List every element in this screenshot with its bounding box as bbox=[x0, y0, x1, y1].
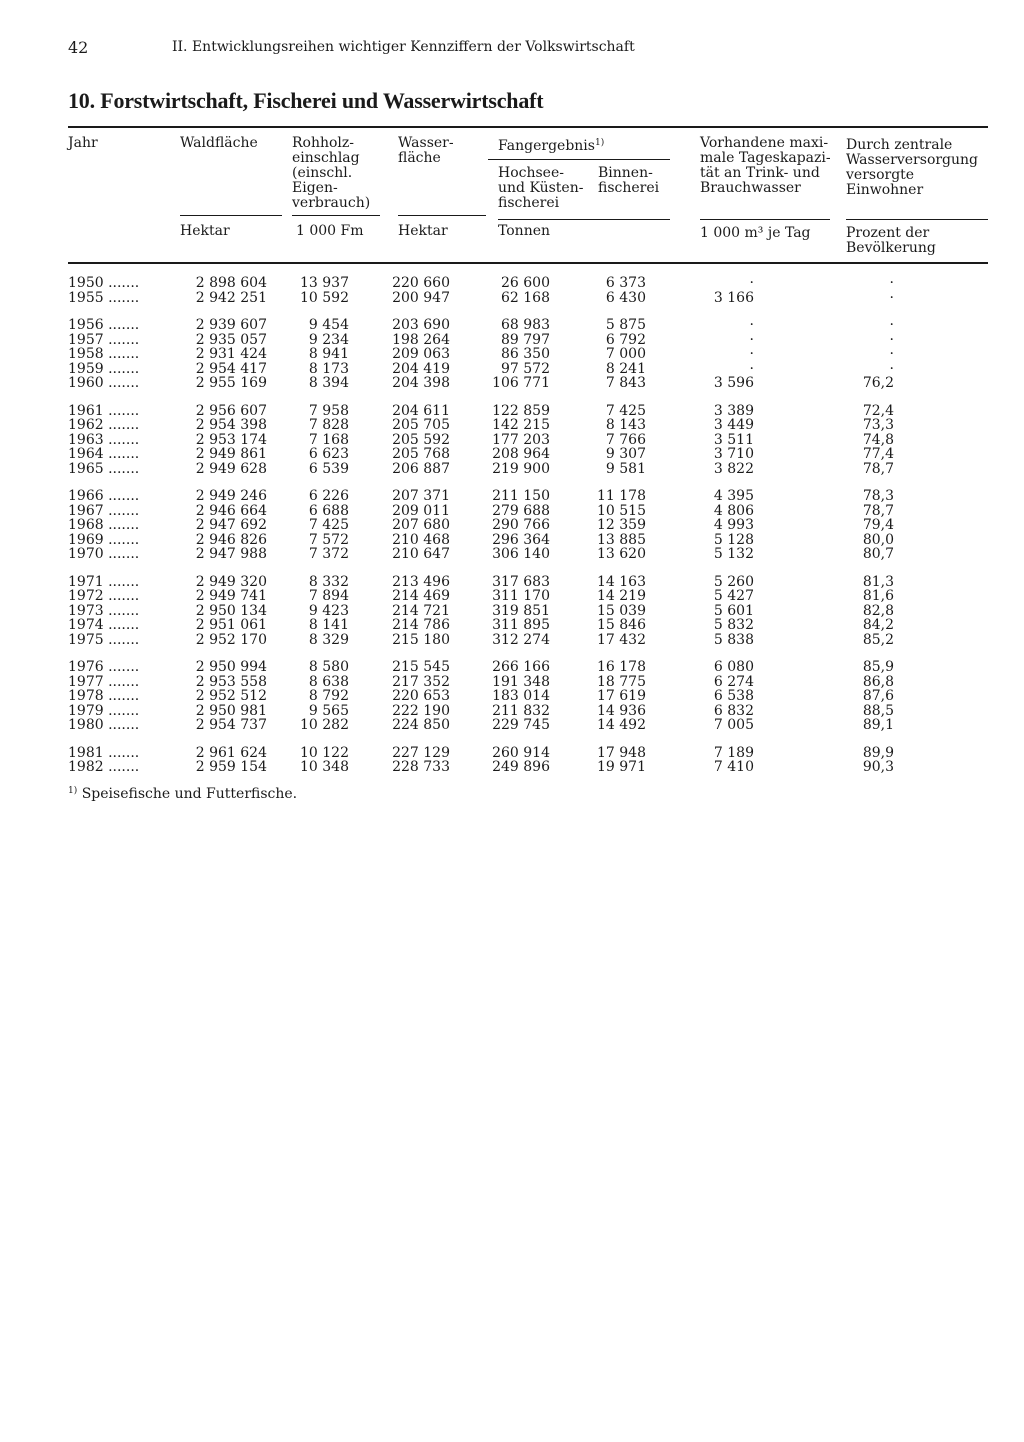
cell-binn: 6 792 bbox=[605, 331, 646, 348]
unit-rule-kap bbox=[700, 219, 830, 220]
cell-binn: 12 359 bbox=[597, 517, 646, 533]
cell-roh: 10 122 bbox=[300, 744, 349, 761]
col-header-fangergebnis bbox=[498, 136, 604, 154]
footnote-marker: 1) bbox=[68, 786, 78, 796]
table-row bbox=[68, 504, 988, 519]
cell-binn: 6 373 bbox=[605, 275, 646, 291]
cell-hoch: 26 600 bbox=[501, 275, 550, 291]
cell-wald: 2 898 604 bbox=[195, 275, 267, 291]
cell-binn: 17 432 bbox=[597, 631, 646, 648]
cell-roh: 7 372 bbox=[308, 546, 349, 562]
cell-roh: 9 423 bbox=[308, 602, 349, 619]
cell-kap: 4 806 bbox=[713, 502, 754, 519]
cell-was: 217 352 bbox=[392, 673, 450, 690]
cell-was: 204 398 bbox=[392, 375, 450, 391]
cell-roh: 8 941 bbox=[308, 346, 349, 362]
table-row bbox=[68, 604, 988, 619]
cell-was: 205 768 bbox=[392, 446, 450, 462]
page-number: 42 bbox=[68, 38, 89, 57]
cell-jahr: 1958 ....... bbox=[68, 346, 140, 362]
cell-proz: 85,2 bbox=[862, 631, 894, 648]
cell-kap: · bbox=[749, 317, 754, 333]
cell-jahr: 1956 ....... bbox=[68, 317, 140, 333]
cell-kap: 4 993 bbox=[713, 517, 754, 533]
cell-roh: 7 425 bbox=[308, 517, 349, 533]
cell-proz: 80,0 bbox=[862, 531, 894, 548]
cell-roh: 6 226 bbox=[308, 488, 349, 504]
cell-binn: 7 843 bbox=[605, 375, 646, 391]
cell-was: 206 887 bbox=[392, 460, 450, 477]
cell-hoch: 311 170 bbox=[492, 588, 550, 604]
cell-wald: 2 935 057 bbox=[195, 331, 267, 348]
cell-hoch: 177 203 bbox=[492, 431, 550, 448]
cell-binn: 13 885 bbox=[597, 531, 646, 548]
cell-binn: 15 846 bbox=[597, 617, 646, 633]
unit-tonnen: Tonnen bbox=[498, 223, 551, 239]
cell-proz: 79,4 bbox=[862, 517, 894, 533]
running-title: II. Entwicklungsreihen wichtiger Kennziffern der Volkswirtschaft bbox=[172, 39, 635, 55]
cell-hoch: 249 896 bbox=[492, 759, 550, 775]
table-row bbox=[68, 675, 988, 690]
cell-binn: 17 619 bbox=[597, 688, 646, 704]
cell-hoch: 122 859 bbox=[492, 402, 550, 419]
cell-wald: 2 949 628 bbox=[195, 460, 267, 477]
cell-binn: 9 307 bbox=[605, 446, 646, 462]
table-row bbox=[68, 575, 988, 590]
cell-jahr: 1973 ....... bbox=[68, 602, 140, 619]
col-header-hochsee: Hochsee- und Küsten- fischerei bbox=[498, 165, 584, 211]
cell-proz: · bbox=[889, 346, 894, 362]
unit-rule-proz bbox=[846, 219, 988, 220]
table-row bbox=[68, 418, 988, 433]
cell-proz: 85,9 bbox=[862, 659, 894, 675]
cell-was: 227 129 bbox=[392, 744, 450, 761]
cell-proz: 78,7 bbox=[862, 502, 894, 519]
cell-hoch: 211 832 bbox=[492, 702, 550, 719]
cell-roh: 6 688 bbox=[308, 502, 349, 519]
cell-proz: 80,7 bbox=[862, 546, 894, 562]
cell-hoch: 106 771 bbox=[492, 375, 550, 391]
cell-was: 210 468 bbox=[392, 531, 450, 548]
cell-jahr: 1979 ....... bbox=[68, 702, 140, 719]
cell-jahr: 1957 ....... bbox=[68, 331, 140, 348]
table-row bbox=[68, 633, 988, 648]
table-header-bottom-rule bbox=[68, 262, 988, 264]
cell-wald: 2 950 134 bbox=[195, 602, 267, 619]
table-row bbox=[68, 333, 988, 348]
cell-kap: 3 596 bbox=[713, 375, 754, 391]
cell-wald: 2 956 607 bbox=[195, 402, 267, 419]
table-row bbox=[68, 704, 988, 719]
cell-jahr: 1965 ....... bbox=[68, 460, 140, 477]
cell-jahr: 1950 ....... bbox=[68, 275, 140, 291]
table-row bbox=[68, 376, 988, 391]
cell-was: 209 011 bbox=[392, 502, 450, 519]
cell-proz: 89,1 bbox=[862, 717, 894, 733]
cell-kap: 5 601 bbox=[713, 602, 754, 619]
cell-wald: 2 946 664 bbox=[195, 502, 267, 519]
cell-wald: 2 946 826 bbox=[195, 531, 267, 548]
cell-was: 215 545 bbox=[392, 659, 450, 675]
cell-wald: 2 947 988 bbox=[195, 546, 267, 562]
cell-binn: 17 948 bbox=[597, 744, 646, 761]
cell-binn: 7 000 bbox=[605, 346, 646, 362]
cell-binn: 11 178 bbox=[597, 488, 646, 504]
cell-kap: 3 710 bbox=[713, 446, 754, 462]
cell-wald: 2 950 981 bbox=[195, 702, 267, 719]
footnote bbox=[68, 786, 297, 802]
cell-roh: 10 592 bbox=[300, 289, 349, 306]
cell-was: 198 264 bbox=[392, 331, 450, 348]
unit-prozent: Prozent der Bevölkerung bbox=[846, 225, 936, 256]
cell-hoch: 191 348 bbox=[492, 673, 550, 690]
cell-jahr: 1971 ....... bbox=[68, 573, 140, 590]
cell-roh: 7 828 bbox=[308, 417, 349, 433]
cell-binn: 16 178 bbox=[597, 659, 646, 675]
cell-jahr: 1968 ....... bbox=[68, 517, 140, 533]
table-row bbox=[68, 276, 988, 291]
cell-jahr: 1977 ....... bbox=[68, 673, 140, 690]
cell-roh: 6 539 bbox=[308, 460, 349, 477]
table-row bbox=[68, 462, 988, 477]
cell-wald: 2 959 154 bbox=[195, 759, 267, 775]
cell-wald: 2 942 251 bbox=[195, 289, 267, 306]
cell-jahr: 1959 ....... bbox=[68, 360, 140, 377]
cell-was: 200 947 bbox=[392, 289, 450, 306]
cell-kap: 3 449 bbox=[713, 417, 754, 433]
table-row bbox=[68, 433, 988, 448]
cell-jahr: 1975 ....... bbox=[68, 631, 140, 648]
cell-was: 220 653 bbox=[392, 688, 450, 704]
cell-was: 207 371 bbox=[392, 488, 450, 504]
table-row bbox=[68, 489, 988, 504]
cell-hoch: 211 150 bbox=[492, 488, 550, 504]
cell-was: 214 786 bbox=[392, 617, 450, 633]
cell-roh: 7 894 bbox=[308, 588, 349, 604]
footnote-ref: 1) bbox=[594, 138, 605, 148]
cell-was: 205 592 bbox=[392, 431, 450, 448]
cell-binn: 14 219 bbox=[597, 588, 646, 604]
cell-proz: 78,7 bbox=[862, 460, 894, 477]
cell-binn: 5 875 bbox=[605, 317, 646, 333]
cell-was: 228 733 bbox=[392, 759, 450, 775]
cell-roh: 9 454 bbox=[308, 317, 349, 333]
cell-jahr: 1982 ....... bbox=[68, 759, 140, 775]
cell-proz: 81,6 bbox=[862, 588, 894, 604]
cell-proz: · bbox=[889, 317, 894, 333]
cell-binn: 14 492 bbox=[597, 717, 646, 733]
cell-wald: 2 953 558 bbox=[195, 673, 267, 690]
cell-kap: 6 080 bbox=[713, 659, 754, 675]
cell-proz: 77,4 bbox=[862, 446, 894, 462]
cell-hoch: 312 274 bbox=[492, 631, 550, 648]
cell-wald: 2 961 624 bbox=[195, 744, 267, 761]
cell-binn: 18 775 bbox=[597, 673, 646, 690]
cell-binn: 13 620 bbox=[597, 546, 646, 562]
cell-was: 214 469 bbox=[392, 588, 450, 604]
cell-kap: 5 427 bbox=[713, 588, 754, 604]
cell-hoch: 266 166 bbox=[492, 659, 550, 675]
cell-was: 207 680 bbox=[392, 517, 450, 533]
cell-hoch: 260 914 bbox=[492, 744, 550, 761]
cell-proz: 73,3 bbox=[862, 417, 894, 433]
cell-hoch: 183 014 bbox=[492, 688, 550, 704]
cell-hoch: 306 140 bbox=[492, 546, 550, 562]
cell-roh: 8 792 bbox=[308, 688, 349, 704]
cell-jahr: 1974 ....... bbox=[68, 617, 140, 633]
cell-hoch: 319 851 bbox=[492, 602, 550, 619]
cell-jahr: 1966 ....... bbox=[68, 488, 140, 504]
table-row bbox=[68, 618, 988, 633]
col-header-rohholz: Rohholz- einschlag (einschl. Eigen- verbrauch) bbox=[292, 135, 371, 211]
cell-binn: 8 143 bbox=[605, 417, 646, 433]
cell-proz: 72,4 bbox=[862, 402, 894, 419]
cell-roh: 8 638 bbox=[308, 673, 349, 690]
cell-proz: · bbox=[889, 289, 894, 306]
cell-wald: 2 949 741 bbox=[195, 588, 267, 604]
cell-was: 204 611 bbox=[392, 402, 450, 419]
cell-binn: 7 766 bbox=[605, 431, 646, 448]
cell-wald: 2 949 861 bbox=[195, 446, 267, 462]
table-body bbox=[68, 276, 988, 775]
cell-jahr: 1976 ....... bbox=[68, 659, 140, 675]
cell-jahr: 1978 ....... bbox=[68, 688, 140, 704]
table-row bbox=[68, 518, 988, 533]
cell-jahr: 1981 ....... bbox=[68, 744, 140, 761]
row-group-gap bbox=[68, 733, 988, 746]
unit-rule-fang bbox=[498, 219, 670, 220]
cell-jahr: 1962 ....... bbox=[68, 417, 140, 433]
cell-kap: 5 132 bbox=[713, 546, 754, 562]
cell-kap: 7 005 bbox=[713, 717, 754, 733]
cell-wald: 2 949 320 bbox=[195, 573, 267, 590]
cell-hoch: 296 364 bbox=[492, 531, 550, 548]
cell-jahr: 1955 ....... bbox=[68, 289, 140, 306]
cell-kap: · bbox=[749, 275, 754, 291]
cell-proz: · bbox=[889, 275, 894, 291]
cell-hoch: 311 895 bbox=[492, 617, 550, 633]
cell-hoch: 219 900 bbox=[492, 460, 550, 477]
row-group-gap bbox=[68, 562, 988, 575]
cell-was: 220 660 bbox=[392, 275, 450, 291]
table-title: 10. Forstwirtschaft, Fischerei und Wasserwirtschaft bbox=[68, 88, 544, 113]
cell-kap: 3 166 bbox=[713, 289, 754, 306]
table-top-rule bbox=[68, 126, 988, 128]
unit-hektar-wald: Hektar bbox=[180, 223, 230, 239]
cell-kap: 3 822 bbox=[713, 460, 754, 477]
col-header-wasserflaeche: Wasser- fläche bbox=[398, 135, 454, 166]
cell-proz: 74,8 bbox=[862, 431, 894, 448]
cell-was: 205 705 bbox=[392, 417, 450, 433]
col-header-kapazitaet: Vorhandene maxi- male Tageskapazi- tät an Trink- und Brauchwasser bbox=[700, 135, 831, 196]
table-row bbox=[68, 533, 988, 548]
cell-was: 215 180 bbox=[392, 631, 450, 648]
cell-was: 204 419 bbox=[392, 360, 450, 377]
cell-was: 224 850 bbox=[392, 717, 450, 733]
cell-wald: 2 955 169 bbox=[195, 375, 267, 391]
cell-wald: 2 953 174 bbox=[195, 431, 267, 448]
cell-hoch: 142 215 bbox=[492, 417, 550, 433]
cell-binn: 8 241 bbox=[605, 360, 646, 377]
col-header-jahr: Jahr bbox=[68, 135, 98, 151]
unit-rule-roh bbox=[292, 215, 380, 216]
table-row bbox=[68, 547, 988, 562]
cell-wald: 2 952 512 bbox=[195, 688, 267, 704]
cell-was: 203 690 bbox=[392, 317, 450, 333]
cell-kap: 5 832 bbox=[713, 617, 754, 633]
cell-jahr: 1970 ....... bbox=[68, 546, 140, 562]
cell-kap: 7 189 bbox=[713, 744, 754, 761]
cell-proz: 89,9 bbox=[862, 744, 894, 761]
table-row bbox=[68, 318, 988, 333]
cell-roh: 7 168 bbox=[308, 431, 349, 448]
cell-proz: 82,8 bbox=[862, 602, 894, 619]
cell-was: 213 496 bbox=[392, 573, 450, 590]
table-row bbox=[68, 291, 988, 306]
cell-kap: 7 410 bbox=[713, 759, 754, 775]
cell-hoch: 290 766 bbox=[492, 517, 550, 533]
cell-roh: 9 234 bbox=[308, 331, 349, 348]
table-row bbox=[68, 718, 988, 733]
cell-wald: 2 954 737 bbox=[195, 717, 267, 733]
table-row bbox=[68, 362, 988, 377]
cell-was: 214 721 bbox=[392, 602, 450, 619]
table-row bbox=[68, 689, 988, 704]
cell-jahr: 1960 ....... bbox=[68, 375, 140, 391]
cell-jahr: 1961 ....... bbox=[68, 402, 140, 419]
cell-wald: 2 954 398 bbox=[195, 417, 267, 433]
fangergebnis-label: Fangergebnis bbox=[498, 138, 595, 154]
table-row bbox=[68, 404, 988, 419]
cell-was: 210 647 bbox=[392, 546, 450, 562]
table-row bbox=[68, 760, 988, 775]
cell-binn: 10 515 bbox=[597, 502, 646, 519]
unit-hektar-wasser: Hektar bbox=[398, 223, 448, 239]
cell-proz: 81,3 bbox=[862, 573, 894, 590]
cell-proz: · bbox=[889, 360, 894, 377]
unit-fm: 1 000 Fm bbox=[296, 223, 364, 239]
cell-binn: 14 163 bbox=[597, 573, 646, 590]
cell-hoch: 86 350 bbox=[501, 346, 550, 362]
cell-proz: 87,6 bbox=[862, 688, 894, 704]
cell-roh: 8 394 bbox=[308, 375, 349, 391]
fangergebnis-span-rule bbox=[488, 159, 670, 160]
cell-kap: 6 274 bbox=[713, 673, 754, 690]
cell-roh: 7 572 bbox=[308, 531, 349, 548]
cell-binn: 6 430 bbox=[605, 289, 646, 306]
cell-roh: 8 329 bbox=[308, 631, 349, 648]
cell-wald: 2 939 607 bbox=[195, 317, 267, 333]
cell-proz: 84,2 bbox=[862, 617, 894, 633]
footnote-text: Speisefische und Futterfische. bbox=[77, 786, 298, 802]
cell-hoch: 68 983 bbox=[501, 317, 550, 333]
cell-jahr: 1969 ....... bbox=[68, 531, 140, 548]
cell-kap: 6 538 bbox=[713, 688, 754, 704]
cell-binn: 19 971 bbox=[597, 759, 646, 775]
col-header-waldflaeche: Waldfläche bbox=[180, 135, 258, 151]
cell-hoch: 317 683 bbox=[492, 573, 550, 590]
cell-binn: 9 581 bbox=[605, 460, 646, 477]
cell-kap: · bbox=[749, 346, 754, 362]
cell-jahr: 1972 ....... bbox=[68, 588, 140, 604]
cell-hoch: 229 745 bbox=[492, 717, 550, 733]
cell-proz: 86,8 bbox=[862, 673, 894, 690]
cell-kap: · bbox=[749, 360, 754, 377]
cell-kap: 3 511 bbox=[713, 431, 754, 448]
cell-kap: 3 389 bbox=[713, 402, 754, 419]
cell-kap: 5 838 bbox=[713, 631, 754, 648]
cell-wald: 2 952 170 bbox=[195, 631, 267, 648]
cell-roh: 7 958 bbox=[308, 402, 349, 419]
cell-kap: 6 832 bbox=[713, 702, 754, 719]
cell-wald: 2 949 246 bbox=[195, 488, 267, 504]
row-group-gap bbox=[68, 391, 988, 404]
table-row bbox=[68, 447, 988, 462]
unit-kapazitaet: 1 000 m³ je Tag bbox=[700, 225, 811, 241]
cell-wald: 2 950 994 bbox=[195, 659, 267, 675]
cell-hoch: 97 572 bbox=[501, 360, 550, 377]
cell-wald: 2 954 417 bbox=[195, 360, 267, 377]
table-row bbox=[68, 347, 988, 362]
cell-kap: 4 395 bbox=[713, 488, 754, 504]
cell-was: 222 190 bbox=[392, 702, 450, 719]
cell-wald: 2 947 692 bbox=[195, 517, 267, 533]
col-header-binnen: Binnen- fischerei bbox=[598, 165, 660, 196]
cell-jahr: 1980 ....... bbox=[68, 717, 140, 733]
table-row bbox=[68, 746, 988, 761]
cell-binn: 14 936 bbox=[597, 702, 646, 719]
cell-proz: · bbox=[889, 331, 894, 348]
cell-roh: 8 173 bbox=[308, 360, 349, 377]
cell-proz: 78,3 bbox=[862, 488, 894, 504]
cell-hoch: 89 797 bbox=[501, 331, 550, 348]
cell-proz: 88,5 bbox=[862, 702, 894, 719]
cell-wald: 2 931 424 bbox=[195, 346, 267, 362]
cell-jahr: 1963 ....... bbox=[68, 431, 140, 448]
cell-roh: 6 623 bbox=[308, 446, 349, 462]
cell-proz: 76,2 bbox=[862, 375, 894, 391]
cell-hoch: 279 688 bbox=[492, 502, 550, 519]
cell-jahr: 1964 ....... bbox=[68, 446, 140, 462]
col-header-versorgung: Durch zentrale Wasserversorgung versorgte Einwohner bbox=[846, 137, 979, 198]
cell-proz: 90,3 bbox=[862, 759, 894, 775]
cell-wald: 2 951 061 bbox=[195, 617, 267, 633]
cell-roh: 9 565 bbox=[308, 702, 349, 719]
cell-kap: · bbox=[749, 331, 754, 348]
table-row bbox=[68, 589, 988, 604]
cell-kap: 5 128 bbox=[713, 531, 754, 548]
cell-roh: 8 141 bbox=[308, 617, 349, 633]
cell-kap: 5 260 bbox=[713, 573, 754, 590]
unit-rule-wald bbox=[180, 215, 282, 216]
cell-roh: 10 348 bbox=[300, 759, 349, 775]
unit-rule-was bbox=[398, 215, 486, 216]
cell-hoch: 62 168 bbox=[501, 289, 550, 306]
cell-binn: 7 425 bbox=[605, 402, 646, 419]
table-row bbox=[68, 660, 988, 675]
cell-roh: 13 937 bbox=[300, 275, 349, 291]
cell-was: 209 063 bbox=[392, 346, 450, 362]
cell-hoch: 208 964 bbox=[492, 446, 550, 462]
cell-roh: 8 332 bbox=[308, 573, 349, 590]
cell-jahr: 1967 ....... bbox=[68, 502, 140, 519]
cell-binn: 15 039 bbox=[597, 602, 646, 619]
cell-roh: 10 282 bbox=[300, 717, 349, 733]
cell-roh: 8 580 bbox=[308, 659, 349, 675]
